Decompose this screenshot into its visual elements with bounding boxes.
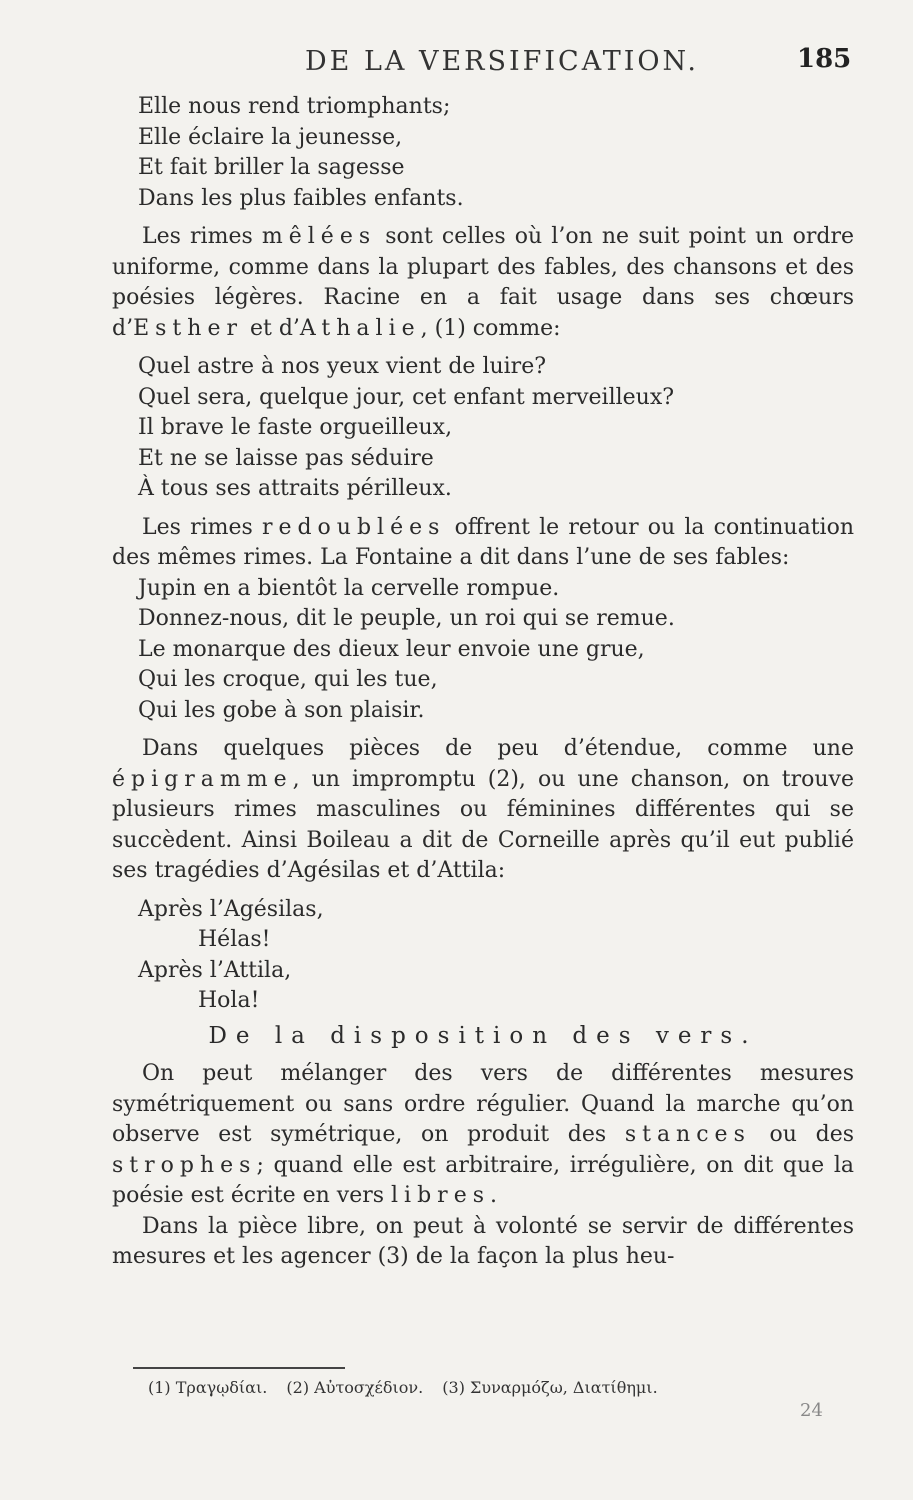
verse-line: Qui les croque, qui les tue, (138, 667, 438, 692)
verse-line: Donnez-nous, dit le peuple, un roi qui se remue. (138, 606, 675, 631)
verse-line: À tous ses attraits périlleux. (138, 476, 452, 501)
text-run: sont celles où l’on ne suit point un ordre uniforme, comme dans la plupart des fables, des chansons et des poésies légères. Racine en a fait usage dans ses chœurs d’ (112, 224, 854, 341)
verse-excerpt-2 (112, 352, 854, 505)
verse-excerpt-1 (112, 92, 854, 214)
text-run: Les rimes (142, 224, 262, 249)
verse-excerpt-4 (112, 895, 854, 1017)
signature-mark: 24 (800, 1400, 823, 1421)
verse-line: Elle éclaire la jeunesse, (138, 124, 403, 150)
text-run: , (1) comme: (420, 315, 561, 341)
term-libres: libres (391, 1183, 490, 1208)
paragraph-piece-libre: Dans la pièce libre, on peut à volonté se servir de différentes mesures et les agencer (3) de la façon la plus heu- (112, 1213, 854, 1269)
text-run: , un impromptu (2), ou une chanson, on trouve plusieurs rimes masculines ou féminines différentes qui se succèdent. Ainsi Boileau a dit de Corneille après qu’il eut publié ses tragédies d’Agésilas et d’Attila: (112, 766, 854, 883)
text-run: et d’ (242, 315, 300, 341)
text-run: . (490, 1183, 497, 1208)
verse-line: Après l’Agésilas, (138, 896, 324, 922)
footnotes (148, 1378, 848, 1397)
paragraph-rimes-redoublees (112, 513, 854, 574)
verse-line: Et fait briller la sagesse (138, 155, 405, 180)
term-strophes: strophes (112, 1152, 257, 1178)
verse-line: Elle nous rend triomphants; (138, 94, 451, 119)
footnote-2: (2) Αὐτοσχέδιον. (286, 1378, 424, 1397)
verse-line: Le monarque des dieux leur envoie une grue, (138, 636, 645, 662)
work-title-esther: Esther (133, 315, 243, 341)
verse-line: Qui les gobe à son plaisir. (138, 697, 425, 723)
text-run: Les rimes (142, 514, 262, 540)
running-title: DE LA VERSIFICATION. (305, 46, 700, 77)
text-run: ; quand elle est arbitraire, irrégulière, on dit que la poésie est écrite en vers (112, 1152, 854, 1208)
verse-line: Quel astre à nos yeux vient de luire? (138, 354, 547, 379)
text-run: Dans quelques pièces de peu d’étendue, comme une (142, 736, 854, 761)
verse-line: Quel sera, quelque jour, cet enfant merveilleux? (138, 384, 675, 410)
term-epigramme: épigramme (112, 766, 293, 792)
footnote-3: (3) Συναρμόζω, Διατίθημι. (442, 1378, 658, 1397)
term-rimes-melees: mêlées (261, 224, 377, 249)
verse-line: Et ne se laisse pas séduire (138, 445, 434, 471)
verse-line: Après l’Attila, (138, 957, 292, 983)
page-header (0, 40, 913, 80)
text-run: offrent le retour ou la continuation des mêmes rimes. La Fontaine a dit dans l’une de ses fables: (112, 514, 854, 570)
work-title-athalie: Athalie (299, 315, 421, 341)
verse-line: Jupin en a bientôt la cervelle rompue. (138, 575, 560, 601)
paragraph-disposition (112, 1059, 854, 1212)
verse-line: Il brave le faste orgueilleux, (138, 415, 453, 440)
verse-line: Dans les plus faibles enfants. (138, 185, 464, 211)
section-heading: De la disposition des vers. (208, 1022, 758, 1049)
paragraph-epigramme (112, 734, 854, 887)
page-number: 185 (797, 44, 852, 74)
verse-line: Hélas! (198, 927, 271, 952)
paragraph-rimes-melees (112, 222, 854, 344)
verse-excerpt-3 (112, 574, 854, 727)
verse-line: Hola! (198, 988, 260, 1013)
text-run: On peut mélanger des vers de différentes mesures symétriquement ou sans ordre régulier. Quand la marche qu’on observe est symétrique, on produit des (112, 1061, 854, 1147)
footnote-divider (133, 1367, 345, 1369)
text-run: ou des (750, 1122, 855, 1147)
term-stances: stances (624, 1122, 751, 1147)
term-rimes-redoublees: redoublées (261, 514, 446, 540)
footnote-1: (1) Τραγῳδίαι. (148, 1378, 268, 1397)
body-text (112, 92, 854, 1273)
